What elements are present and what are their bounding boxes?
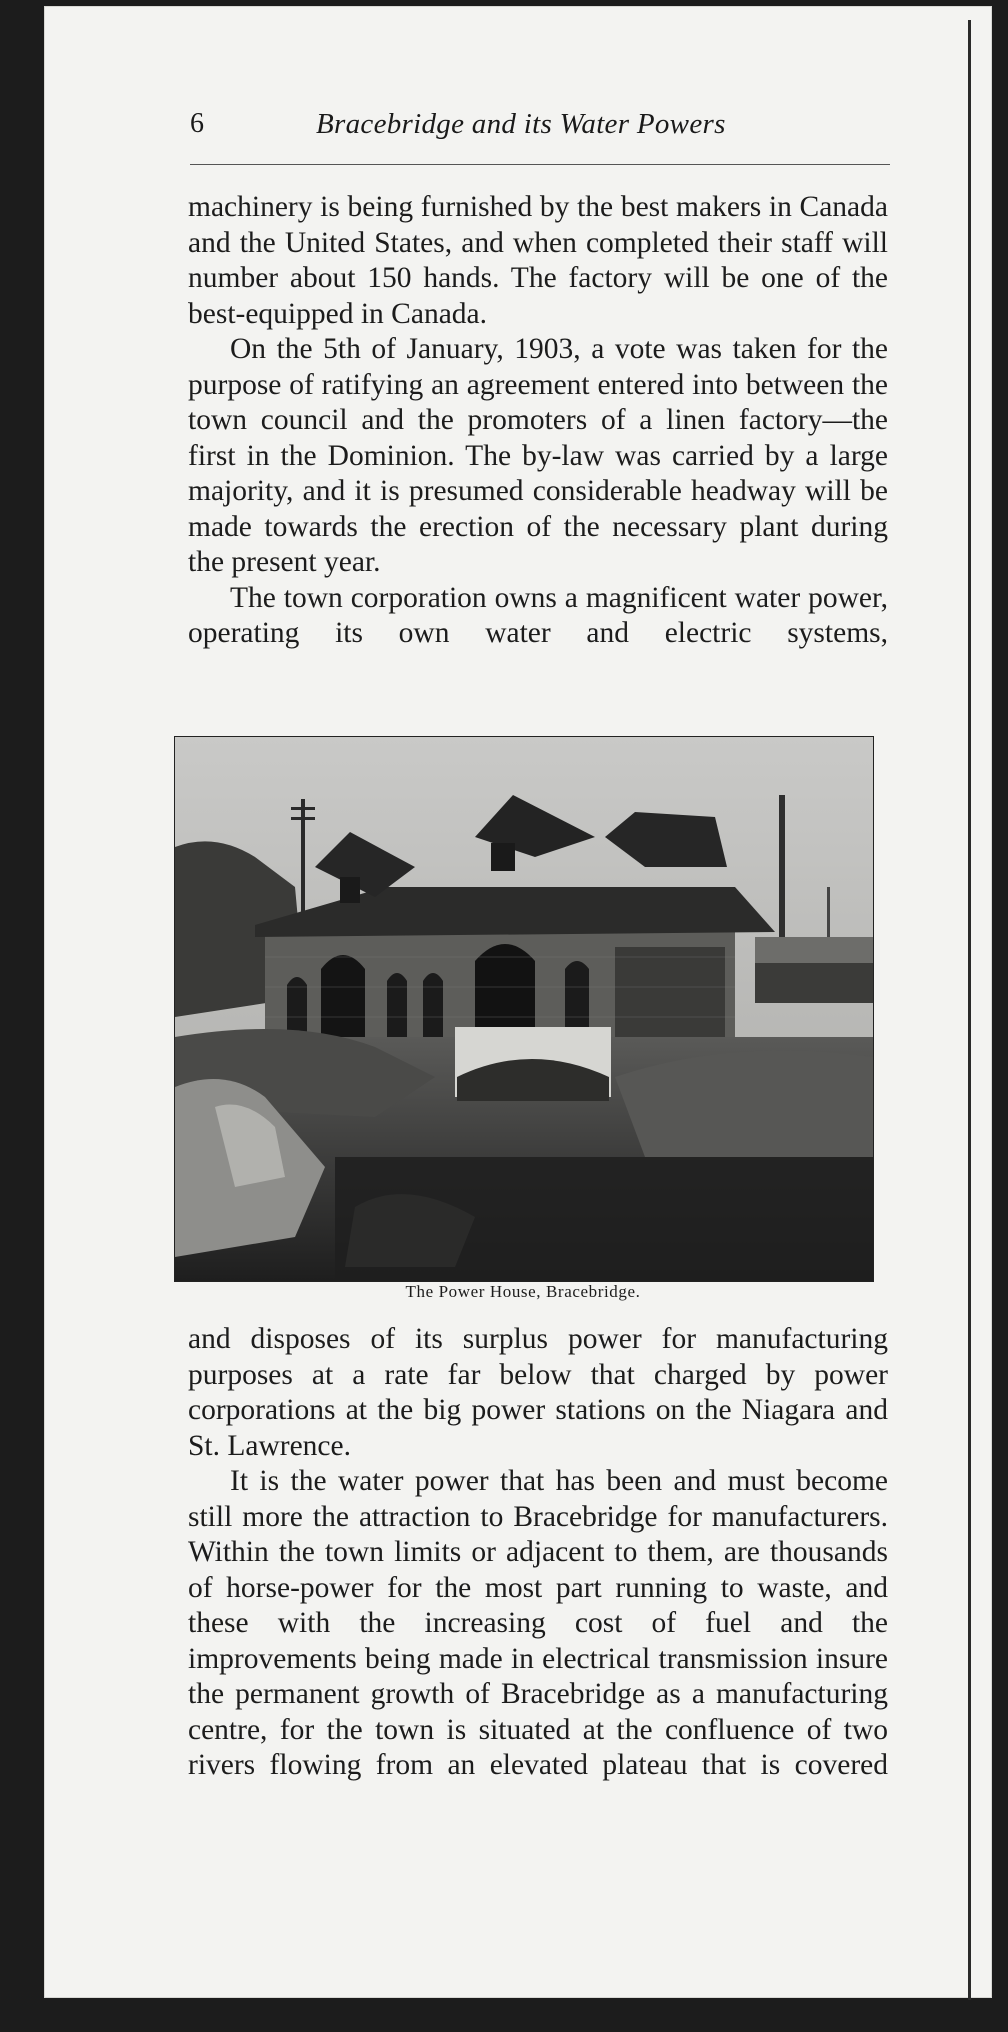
paragraph: and disposes of its surplus power for manufacturing purposes at a rate far below that charged by power corporations at the big power stations on the Niagara and St. Lawrence.: [188, 1323, 888, 1462]
body-text-top: [188, 190, 888, 652]
header-rule: [190, 164, 890, 165]
figure-caption: The Power House, Bracebridge.: [405, 1282, 641, 1301]
page-number: 6: [190, 108, 204, 139]
page-edge: [968, 20, 971, 2000]
paragraph: The town corporation owns a magnificent water power, operating its own water and electric systems,: [188, 581, 888, 649]
paragraph: On the 5th of January, 1903, a vote was taken for the purpose of ratifying an agreement entered into between the town council and the promoters of a linen factory—the first in the Dominion. The by-law was carried by a large majority, and it is presumed considerable headway will be made towards the erection of the necessary plant during the present year.: [188, 333, 888, 578]
photo-illustration: [175, 737, 873, 1281]
power-house-photo: [174, 736, 874, 1282]
running-title: Bracebridge and its Water Powers: [316, 108, 726, 140]
body-text-bottom: [188, 1322, 888, 1784]
paragraph: machinery is being furnished by the best makers in Canada and the United States, and when completed their staff will number about 150 hands. The factory will be one of the best-equipped in Canada.: [188, 191, 888, 330]
paragraph: It is the water power that has been and must become still more the attraction to Bracebridge for manufacturers. Within the town limits or adjacent to them, are thousands of horse-power for the most part running to waste, and these with the increasing cost of fuel and the improvements being made in electrical transmission insure the permanent growth of Bracebridge as a manufacturing centre, for the town is situated at the confluence of two rivers flowing from an elevated plateau that is covered: [188, 1465, 888, 1781]
page-header: [190, 104, 890, 150]
